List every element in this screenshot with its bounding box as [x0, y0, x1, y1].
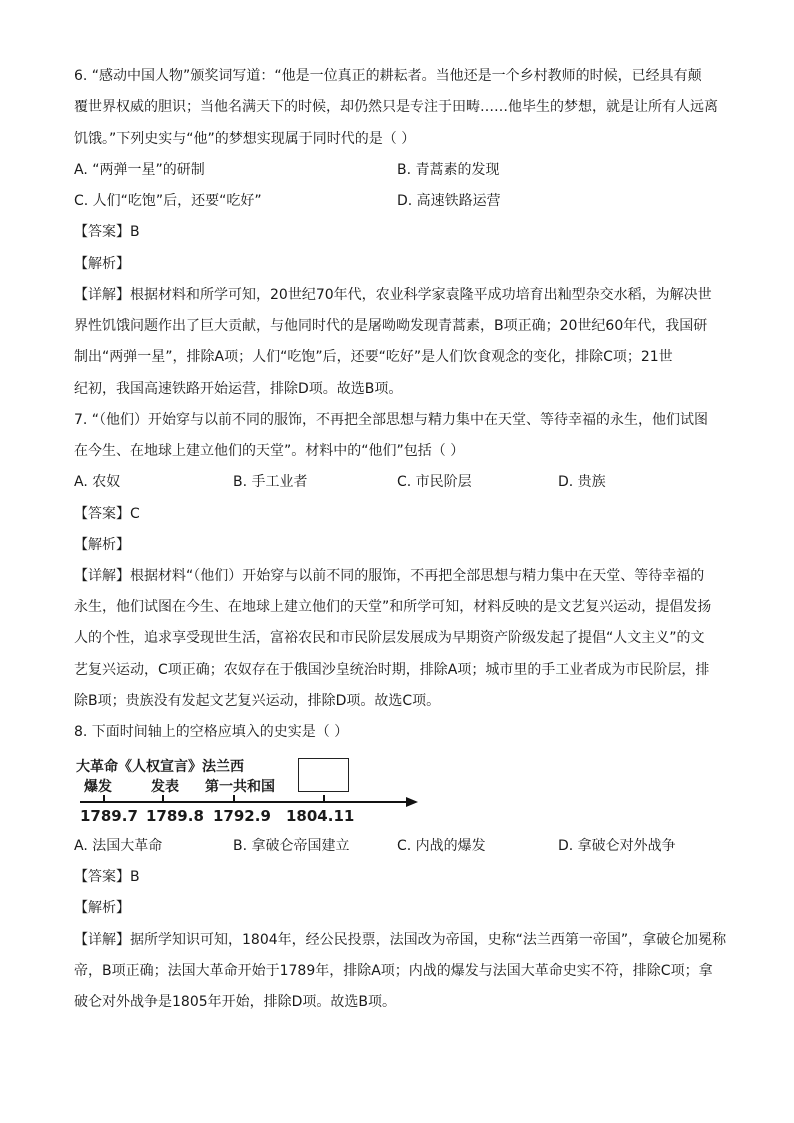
q6-stem-line-1: 6. “感动中国人物”颁奖词写道：“他是一位真正的耕耘者。当他还是一个乡村教师的时候，已经具有颠 — [74, 68, 702, 84]
q6-detail-line-2: 界性饥饿问题作出了巨大贡献，与他同时代的是屠呦呦发现青蒿素，B项正确；20世纪60年代，我国研 — [74, 318, 708, 334]
q8-detail-line-2: 帝，B项正确；法国大革命开始于1789年，排除A项；内战的爆发与法国大革命史实不符，排除C项；拿 — [74, 963, 713, 979]
q6-analysis-heading: 【解析】 — [74, 256, 130, 272]
q7-option-b: B. 手工业者 — [233, 474, 308, 490]
q8-option-d: D. 拿破仑对外战争 — [558, 838, 676, 854]
timeline-label-republic: 第一共和国 — [205, 779, 275, 795]
q8-stem-line-1: 8. 下面时间轴上的空格应填入的史实是（ ） — [74, 724, 349, 740]
q7-answer: 【答案】C — [74, 506, 140, 522]
q7-detail-line-2: 永生，他们试图在今生、在地球上建立他们的天堂”和所学可知，材料反映的是文艺复兴运动，提倡发扬 — [74, 599, 712, 615]
q7-detail-line-4: 艺复兴运动，C项正确；农奴存在于俄国沙皇统治时期，排除A项；城市里的手工业者成为市民阶层，排 — [74, 662, 710, 678]
q6-stem-line-2: 覆世界权威的胆识；当他名满天下的时候，却仍然只是专注于田畴……他毕生的梦想，就是让所有人远离 — [74, 99, 718, 115]
timeline-label-published: 发表 — [151, 779, 179, 795]
q8-analysis-heading: 【解析】 — [74, 900, 130, 916]
q6-option-c: C. 人们“吃饱”后，还要“吃好” — [74, 193, 262, 209]
timeline-date-4: 1804.11 — [286, 807, 355, 825]
timeline-label-outbreak: 爆发 — [84, 779, 112, 795]
q8-option-b: B. 拿破仑帝国建立 — [233, 838, 350, 854]
q8-detail-line-1: 【详解】据所学知识可知，1804年，经公民投票，法国改为帝国，史称“法兰西第一帝国”，拿破仑加冕称 — [74, 932, 727, 948]
q6-answer: 【答案】B — [74, 224, 140, 240]
q6-option-a: A. “两弹一星”的研制 — [74, 162, 205, 178]
q6-detail-line-3: 制出“两弹一星”，排除A项；人们“吃饱”后，还要“吃好”是人们饮食观念的变化，排除C项；21世 — [74, 349, 673, 365]
q7-option-c: C. 市民阶层 — [397, 474, 472, 490]
q6-option-d: D. 高速铁路运营 — [397, 193, 501, 209]
q7-stem-line-2: 在今生、在地球上建立他们的天堂”。材料中的“他们”包括（ ） — [74, 443, 465, 459]
q6-option-b: B. 青蒿素的发现 — [397, 162, 500, 178]
q7-option-d: D. 贵族 — [558, 474, 606, 490]
q7-option-a: A. 农奴 — [74, 474, 121, 490]
q7-analysis-heading: 【解析】 — [74, 537, 130, 553]
q8-option-c: C. 内战的爆发 — [397, 838, 486, 854]
timeline-label-top: 大革命《人权宣言》法兰西 — [76, 759, 244, 775]
timeline-date-3: 1792.9 — [213, 807, 271, 825]
q6-detail-line-1: 【详解】根据材料和所学可知，20世纪70年代，农业科学家袁隆平成功培育出籼型杂交水稻，为解决世 — [74, 287, 712, 303]
q7-stem-line-1: 7. “（他们）开始穿与以前不同的服饰，不再把全部思想与精力集中在天堂、等待幸福的永生，他们试图 — [74, 412, 709, 428]
q7-detail-line-5: 除B项；贵族没有发起文艺复兴运动，排除D项。故选C项。 — [74, 693, 441, 709]
timeline-figure — [74, 752, 424, 826]
q8-option-a: A. 法国大革命 — [74, 838, 163, 854]
q8-answer: 【答案】B — [74, 869, 140, 885]
q6-detail-line-4: 纪初，我国高速铁路开始运营，排除D项。故选B项。 — [74, 381, 403, 397]
q7-detail-line-1: 【详解】根据材料“（他们）开始穿与以前不同的服饰，不再把全部思想与精力集中在天堂、等待幸福的 — [74, 568, 705, 584]
q6-stem-line-3: 饥饿。”下列史实与“他”的梦想实现属于同时代的是（ ） — [74, 131, 416, 147]
timeline-date-1: 1789.7 — [80, 807, 138, 825]
timeline-date-2: 1789.8 — [146, 807, 204, 825]
q8-detail-line-3: 破仑对外战争是1805年开始，排除D项。故选B项。 — [74, 994, 397, 1010]
q7-detail-line-3: 人的个性，追求享受现世生活，富裕农民和市民阶层发展成为早期资产阶级发起了提倡“人文主义”的文 — [74, 630, 705, 646]
